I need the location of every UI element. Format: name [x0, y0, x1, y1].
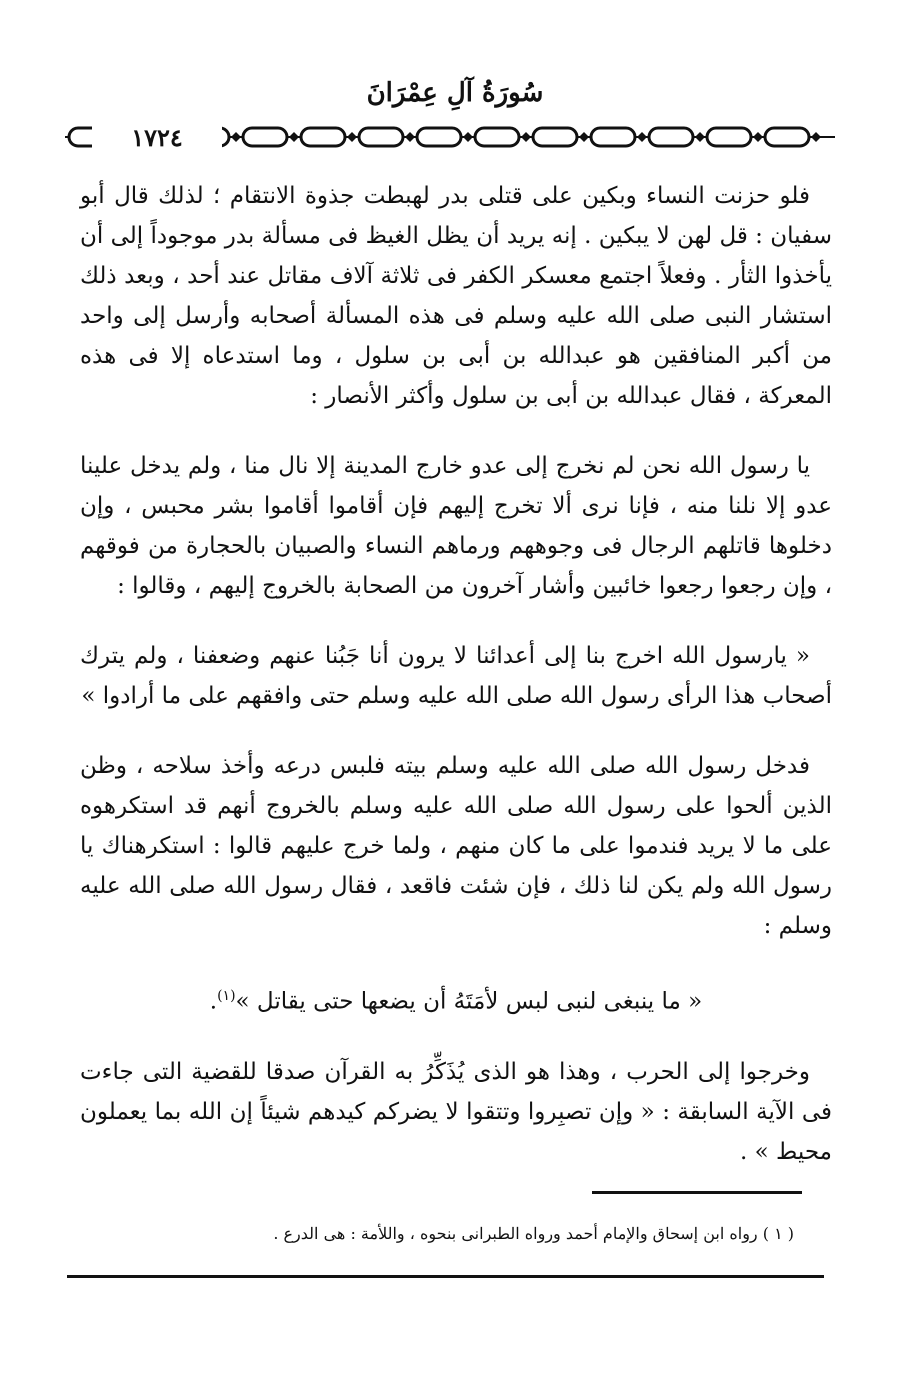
chain-link: [243, 128, 287, 146]
chain-link: [649, 128, 693, 146]
page-number: ١٧٢٤: [92, 120, 222, 154]
chain-link: [591, 128, 635, 146]
chain-diamond: [347, 132, 357, 142]
chain-diamond: [637, 132, 647, 142]
chain-link: [765, 128, 809, 146]
chain-link: [475, 128, 519, 146]
chain-diamond: [579, 132, 589, 142]
chain-link: [417, 128, 461, 146]
quote-text: « ما ينبغى لنبى لبس لأمَتَهُ أن يضعها حتى يقاتل »: [235, 988, 703, 1015]
surah-title: سُورَةُ آلِ عِمْرَانَ: [366, 78, 544, 108]
paragraph-4: فدخل رسول الله صلى الله عليه وسلم بيته فلبس درعه وأخذ سلاحه ، وظن الذين ألحوا على رسول الله صلى الله عليه وسلم بالخروج أنهم قد استكرهوه على ما لا يريد فندموا على ما كان منهم ، ولما خرج عليهم قالوا : استكرهناك يا رسول الله ولم يكن لنا ذلك ، فإن شئت فاقعد ، فقال رسول الله صلى الله عليه وسلم :: [80, 753, 832, 939]
chain-diamond: [289, 132, 299, 142]
chain-diamond: [405, 132, 415, 142]
quote-end: .: [209, 988, 218, 1015]
bottom-rule: [67, 1275, 824, 1278]
chain-link: [533, 128, 577, 146]
paragraph-3: « يارسول الله اخرج بنا إلى أعدائنا لا يرون أنا جَبُنا عنهم وضعفنا ، ولم يترك أصحاب هذا الرأى رسول الله صلى الله عليه وسلم حتى وافقهم على ما أرادوا »: [80, 643, 832, 709]
chain-diamond: [811, 132, 821, 142]
chain-diamond: [521, 132, 531, 142]
paragraph-1: فلو حزنت النساء وبكين على قتلى بدر لهبطت جذوة الانتقام ؛ لذلك قال أبو سفيان : قل لهن لا يبكين . إنه يريد أن يظل الغيظ فى مسألة بدر موجوداً إلى أن يأخذوا الثأر . وفعلاً اجتمع معسكر الكفر فى ثلاثة آلاف مقاتل عند أحد ، وبعد ذلك استشار النبى صلى الله عليه وسلم فى هذه المسألة أصحابه وأرسل إلى واحد من أكبر المنافقين هو عبدالله بن أبى بن سلول ، وما استدعاه إلا فى هذه المعركة ، فقال عبدالله بن أبى بن سلول وأكثر الأنصار :: [80, 183, 832, 409]
chain-link: [707, 128, 751, 146]
footnote: ( ١ ) رواه ابن إسحاق والإمام أحمد ورواه الطبرانى بنحوه ، واللأمة : هى الدرع .: [273, 1224, 794, 1243]
chain-diamond: [231, 132, 241, 142]
main-text: [80, 176, 832, 1172]
paragraph-2: يا رسول الله نحن لم نخرج إلى عدو خارج المدينة إلا نال منا ، ولم يدخل علينا عدو إلا نلنا منه ، فإنا نرى ألا تخرج إليهم فإن أقاموا أقاموا بشر محبس ، وإن دخلوها قاتلهم الرجال فى وجوههم ورماهم النساء والصبيان بالحجارة من فوقهم ، وإن رجعوا رجعوا خائبين وأشار آخرون من الصحابة بالخروج إليهم ، وقالوا :: [80, 453, 832, 599]
footnote-divider: [592, 1191, 802, 1194]
footnote-ref: (١): [217, 988, 236, 1004]
chain-diamond: [463, 132, 473, 142]
paragraph-6: وخرجوا إلى الحرب ، وهذا هو الذى يُذَكِّرُ به القرآن صدقا للقضية التى جاءت فى الآية السابقة : « وإن تصبِروا وتتقوا لا يضركم كيدهم شيئاً إن الله بما يعملون محيط » .: [80, 1058, 832, 1165]
chain-diamond: [695, 132, 705, 142]
chain-diamond: [753, 132, 763, 142]
chain-link: [359, 128, 403, 146]
chain-link: [301, 128, 345, 146]
paragraph-5-quote: [80, 976, 832, 1022]
